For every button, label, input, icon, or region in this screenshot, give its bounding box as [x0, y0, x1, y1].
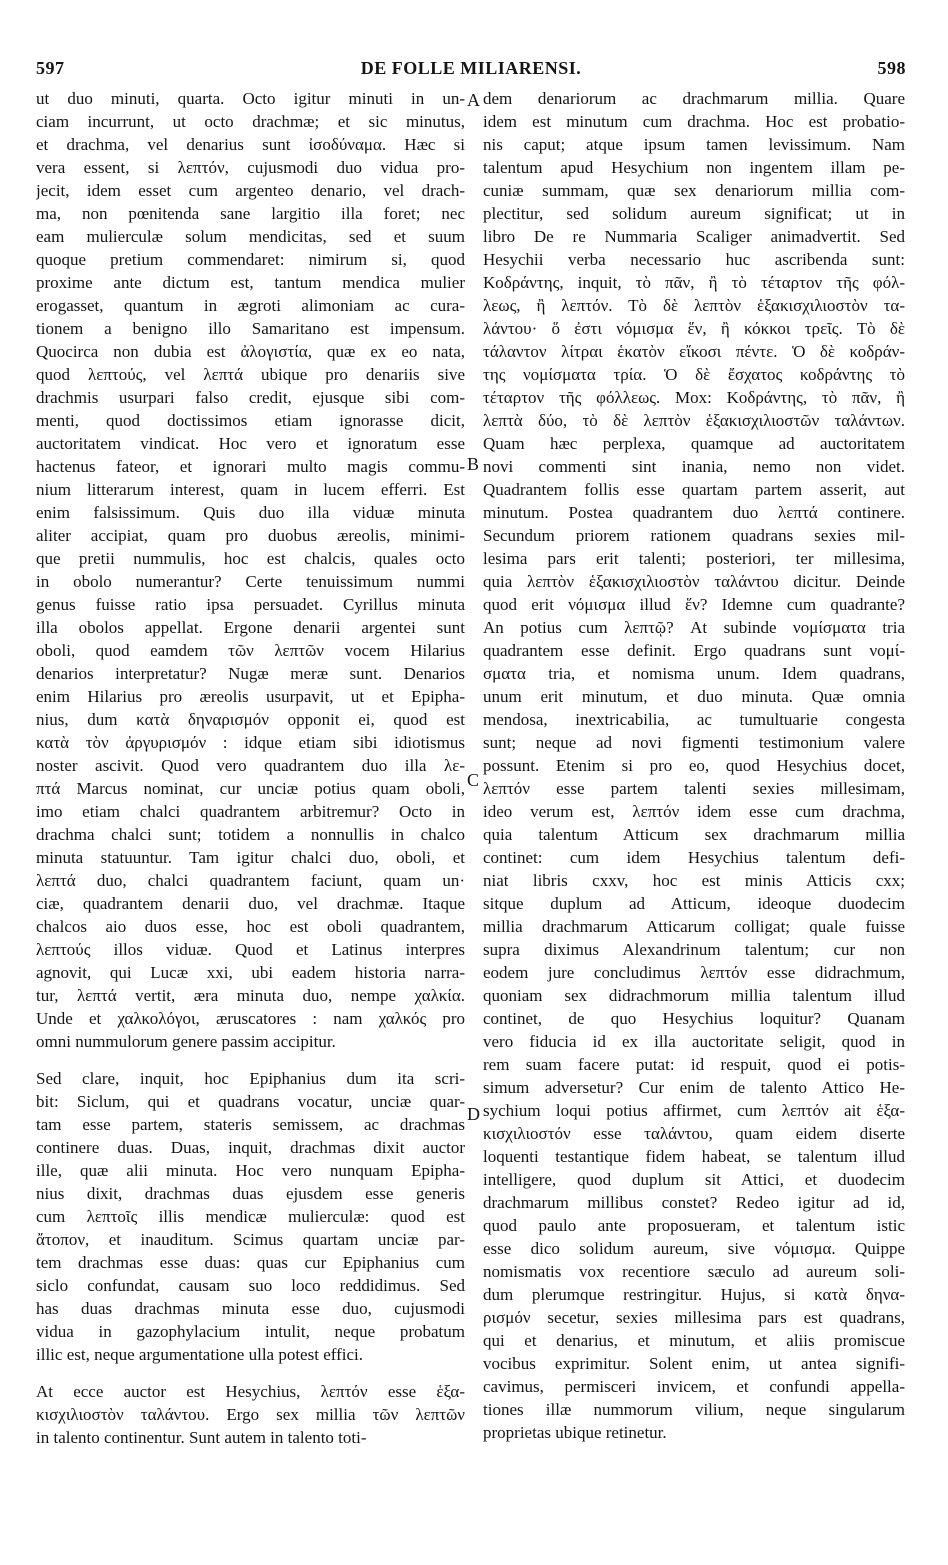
text-line: tur, λεπτά vertit, æra minuta duo, nempe χαλκία. [36, 986, 465, 1005]
text-line: illic est, neque argumentatione ulla potest effici. [36, 1345, 363, 1364]
margin-letter-a: A [467, 90, 480, 110]
text-line: libro De re Nummaria Scaliger animadvertit. Sed [483, 227, 905, 246]
text-line: unum erit minutum, et duo minuta. Quæ omnia [483, 687, 905, 706]
text-line: vero fiducia id ex illa auctoritate seligit, quod in [483, 1032, 905, 1051]
paragraph [483, 87, 905, 1444]
text-line: idem est minutum cum drachma. Hoc est probatio- [483, 112, 905, 131]
text-line: ut duo minuti, quarta. Octo igitur minuti in un- [36, 89, 465, 108]
text-line: proprietas ubique retinetur. [483, 1423, 667, 1442]
text-line: σματα tria, et nomisma unum. Idem quadrans, [483, 664, 905, 683]
text-line: niat libris cxxv, hoc est minis Atticis cxx; [483, 871, 905, 890]
text-line: ἄτοπον, et inauditum. Scimus quartam unciæ par- [36, 1230, 465, 1249]
text-line: vera essent, si λεπτόν, cujusmodi duo vidua pro- [36, 158, 465, 177]
text-line: quod λεπτούς, vel λεπτά ubique pro denariis sive [36, 365, 465, 384]
text-line: Quocirca non dubia est ἀλογιστία, quæ ex eo nata, [36, 342, 465, 361]
text-line: plectitur, sed solidum aureum significat; ut in [483, 204, 905, 223]
text-line: enim falsissimum. Quis duo illa viduæ minuta [36, 503, 465, 522]
text-line: cuniæ summam, quæ sex denariorum millia com- [483, 181, 905, 200]
margin-letter-d: D [467, 1104, 480, 1124]
text-line: continere duas. Duas, inquit, drachmas dixit auctor [36, 1138, 465, 1157]
text-line: λεπτὰ δύο, τὸ δὲ λεπτὸν ἑξακισχιλιοστῶν ταλάντων. [483, 411, 905, 430]
text-line: novi commenti sint inania, nemo non videt. [483, 457, 905, 476]
text-line: que pretii nummulis, hoc est chalcis, quales octo [36, 549, 465, 568]
text-line: Hesychii verba necessario huc ascribenda sunt: [483, 250, 905, 269]
text-line: has duas drachmas minuta esse duo, cujusmodi [36, 1299, 465, 1318]
text-line: nomismatis vox recentiore sæculo ad aureum soli- [483, 1262, 905, 1281]
paragraph [36, 1067, 465, 1366]
text-line: noster ascivit. Quod vero quadrantem duo illa λε- [36, 756, 465, 775]
running-header [36, 58, 906, 84]
text-line: quod erit νόμισμα illud ἕν? Idemne cum quadrante? [483, 595, 905, 614]
text-line: minuta statuuntur. Tam igitur chalci duo, oboli, et [36, 848, 465, 867]
text-line: vidua in gazophylacium intulit, neque probatum [36, 1322, 465, 1341]
margin-letter-b: B [467, 454, 480, 474]
text-line: dem denariorum ac drachmarum millia. Quare [483, 89, 905, 108]
margin-letter-c: C [467, 770, 480, 790]
text-line: lesima pars erit talenti; posteriori, ter millesima, [483, 549, 905, 568]
text-line: millia drachmarum Atticarum colligat; quale fuisse [483, 917, 905, 936]
text-line: λεπτά duo, chalci quadrantem faciunt, quam un· [36, 871, 465, 890]
text-line: enim Hilarius pro æreolis usurpavit, ut et Epipha- [36, 687, 465, 706]
text-line: Quadrantem follis esse quartam partem asserit, aut [483, 480, 905, 499]
text-line: drachma chalci sunt; totidem a nonnullis in chalco [36, 825, 465, 844]
text-line: κισχιλιοστόν esse ταλάντου, quam eidem diserte [483, 1124, 905, 1143]
text-line: quod paulo ante proposueram, et talentum istic [483, 1216, 905, 1235]
text-line: κισχιλιοστὸν ταλάντου. Ergo sex millia τῶν λεπτῶν [36, 1405, 465, 1424]
text-line: drachmarum millibus constet? Redeo igitur ad id, [483, 1193, 905, 1212]
text-line: nius, dum κατὰ δηναρισμόν opponit ei, quod est [36, 710, 465, 729]
text-line: agnovit, qui Lucæ xxi, ubi eadem historia narra- [36, 963, 465, 982]
text-line: eodem jure concludimus λεπτόν esse didrachmum, [483, 963, 905, 982]
text-line: ma, non pœnitenda sane largitio illa foret; nec [36, 204, 465, 223]
text-line: πτά Marcus nominat, cur unciæ potius quam oboli, [36, 779, 465, 798]
text-line: tiones illæ nummorum vilium, neque singularum [483, 1400, 905, 1419]
text-line: τάλαντον λίτραι ἑκατὸν εἴκοσι πέντε. Ὁ δὲ κοδράν- [483, 342, 905, 361]
text-line: sunt; neque ad novi figmenti testimonium valere [483, 733, 905, 752]
page-number-right: 598 [877, 58, 906, 78]
text-line: continet: cum idem Hesychius talentum defi- [483, 848, 905, 867]
text-line: cavimus, permisceri invicem, et confundi appella- [483, 1377, 905, 1396]
text-line: ille, quæ alii minuta. Hoc vero nunquam Epipha- [36, 1161, 465, 1180]
text-line: An potius cum λεπτῷ? At subinde νομίσματα tria [483, 618, 905, 637]
text-line: simum adversetur? Cur enim de talento Attico He- [483, 1078, 905, 1097]
text-line: supra diximus Alexandrinum talentum; cur non [483, 940, 905, 959]
text-line: jecit, idem esset cum argenteo denario, vel drach- [36, 181, 465, 200]
text-line: ρισμόν secetur, sexies millesima pars est quadrans, [483, 1308, 905, 1327]
text-line: At ecce auctor est Hesychius, λεπτόν esse ἑξα- [36, 1382, 465, 1401]
text-line: rem suam facere putat: id respuit, quod ei potis- [483, 1055, 905, 1074]
text-line: qui et denarius, et minutum, et aliis promiscue [483, 1331, 905, 1350]
text-line: hactenus fateor, et ignorari multo magis commu- [36, 457, 465, 476]
text-line: mendosa, inextricabilia, ac tumultuarie congesta [483, 710, 905, 729]
text-line: sychium loqui potius affirmet, cum λεπτόν ait ἑξα- [483, 1101, 905, 1120]
text-line: quadrantem esse definit. Ergo quadrans sunt νομί- [483, 641, 905, 660]
text-line: aliter accipiat, quam pro duobus æreolis, minimi- [36, 526, 465, 545]
text-line: tionem a benigno illo Samaritano est impensum. [36, 319, 465, 338]
text-line: vocibus exprimitur. Solent enim, ut antea signifi- [483, 1354, 905, 1373]
text-line: et drachma, vel denarius sunt ἰσοδύναμα. Hæc si [36, 135, 465, 154]
text-line: Κοδράντης, inquit, τὸ πᾶν, ἢ τὸ τέταρτον τῆς φόλ- [483, 273, 905, 292]
text-line: drachmis usurpari falso credit, ejusque sibi com- [36, 388, 465, 407]
text-line: proxime ante dictum est, tantum mendica mulier [36, 273, 465, 292]
text-line: oboli, quod eamdem τῶν λεπτῶν vocem Hilarius [36, 641, 465, 660]
text-line: λεπτόν esse partem talenti sexies millesimam, [483, 779, 905, 798]
text-line: loquenti testantique fidem habeat, se talentum illud [483, 1147, 905, 1166]
text-line: sitque duplum ad Atticum, ideoque duodecim [483, 894, 905, 913]
text-line: esse dico solidum aureum, sive νόμισμα. Quippe [483, 1239, 905, 1258]
text-line: quoque pretium commendaret: nimirum si, quod [36, 250, 465, 269]
text-line: continet, de quo Hesychius loquitur? Quanam [483, 1009, 905, 1028]
text-line: λεπτούς illos viduæ. Quod et Latinus interpres [36, 940, 465, 959]
left-column [36, 87, 465, 1449]
text-line: Secundum priorem rationem quadrans sexies mil- [483, 526, 905, 545]
text-line: genus fuisse ratio ipsa persuadet. Cyrillus minuta [36, 595, 465, 614]
text-line: minutum. Postea quadrantem duo λεπτά continere. [483, 503, 905, 522]
text-line: chalcos aio duos esse, hoc est oboli quadrantem, [36, 917, 465, 936]
text-line: auctoritatem vindicat. Hoc vero et ignoratum esse [36, 434, 465, 453]
text-line: κατὰ τὸν ἀργυρισμόν : idque etiam sibi idiotismus [36, 733, 465, 752]
paragraph [36, 1380, 465, 1449]
text-line: λεως, ἢ λεπτόν. Τὸ δὲ λεπτὸν ἑξακισχιλιοστὸν τα- [483, 296, 905, 315]
right-column [483, 87, 905, 1444]
text-line: siclo confundat, causam suo loco reddidimus. Sed [36, 1276, 465, 1295]
paragraph [36, 87, 465, 1053]
text-line: cum λεπτοῖς illis mendicæ mulierculæ: quod est [36, 1207, 465, 1226]
text-line: quia λεπτὸν ἑξακισχιλιοστὸν ταλάντου dicitur. Deinde [483, 572, 905, 591]
text-line: talentum apud Hesychium non ingentem illam pe- [483, 158, 905, 177]
text-line: intelligere, quod duplum sit Attici, et duodecim [483, 1170, 905, 1189]
text-line: illa obolos appellat. Ergone denarii argentei sunt [36, 618, 465, 637]
text-line: dum plerumque restringitur. Hujus, si κατὰ δηνα- [483, 1285, 905, 1304]
text-line: erogasset, quantum in ægroti alimoniam ac cura- [36, 296, 465, 315]
paragraph-gap [36, 1366, 465, 1380]
running-title: DE FOLLE MILIARENSI. [360, 58, 582, 78]
text-line: bit: Siclum, qui et quadrans vocatur, unciæ quar- [36, 1092, 465, 1111]
text-line: in obolo numerantur? Certe tenuissimum nummi [36, 572, 465, 591]
text-line: ciæ, quadrantem denarii duo, vel drachmæ. Itaque [36, 894, 465, 913]
text-line: possunt. Etenim si pro eo, quod Hesychius docet, [483, 756, 905, 775]
text-line: imo etiam chalci quadrantem arbitremur? Octo in [36, 802, 465, 821]
page-number-left: 597 [36, 58, 65, 78]
paragraph-gap [36, 1053, 465, 1067]
text-line: Sed clare, inquit, hoc Epiphanius dum ita scri- [36, 1069, 465, 1088]
text-line: quoniam sex didrachmorum millia talentum illud [483, 986, 905, 1005]
text-line: Unde et χαλκολόγοι, æruscatores : nam χαλκός pro [36, 1009, 465, 1028]
text-line: quia talentum Atticum sex drachmarum millia [483, 825, 905, 844]
text-line: Quam hæc perplexa, quamque ad auctoritatem [483, 434, 905, 453]
text-line: in talento continentur. Sunt autem in talento toti- [36, 1428, 367, 1447]
text-line: nis caput; atque ipsum tamen levissimum. Nam [483, 135, 905, 154]
text-line: της νομίσματα τρία. Ὁ δὲ ἔσχατος κοδράντης τὸ [483, 365, 905, 384]
text-line: ideo verum est, λεπτόν idem esse cum drachma, [483, 802, 905, 821]
text-line: nius dixit, drachmas duas ejusdem esse generis [36, 1184, 465, 1203]
text-line: menti, quod doctissimos etiam ignorasse dicit, [36, 411, 465, 430]
text-line: denarios interpretatur? Nugæ meræ sunt. Denarios [36, 664, 465, 683]
text-line: nium litterarum interest, quam in lucem efferri. Est [36, 480, 465, 499]
text-line: λάντου· ὅ ἐστι νόμισμα ἕν, ἢ κόκκοι τρεῖς. Τὸ δὲ [483, 319, 905, 338]
text-line: tam esse partem, stateris semissem, ac drachmas [36, 1115, 465, 1134]
text-line: τέταρτον τῆς φόλλεως. Mox: Κοδράντης, τὸ πᾶν, ἢ [483, 388, 905, 407]
text-line: omni nummulorum genere passim accipitur. [36, 1032, 336, 1051]
text-line: eam mulierculæ solum mendicitas, sed et suum [36, 227, 465, 246]
text-line: tem drachmas esse duas: quas cur Epiphanius cum [36, 1253, 465, 1272]
text-line: ciam incurrunt, ut octo drachmæ; et sic minutus, [36, 112, 465, 131]
